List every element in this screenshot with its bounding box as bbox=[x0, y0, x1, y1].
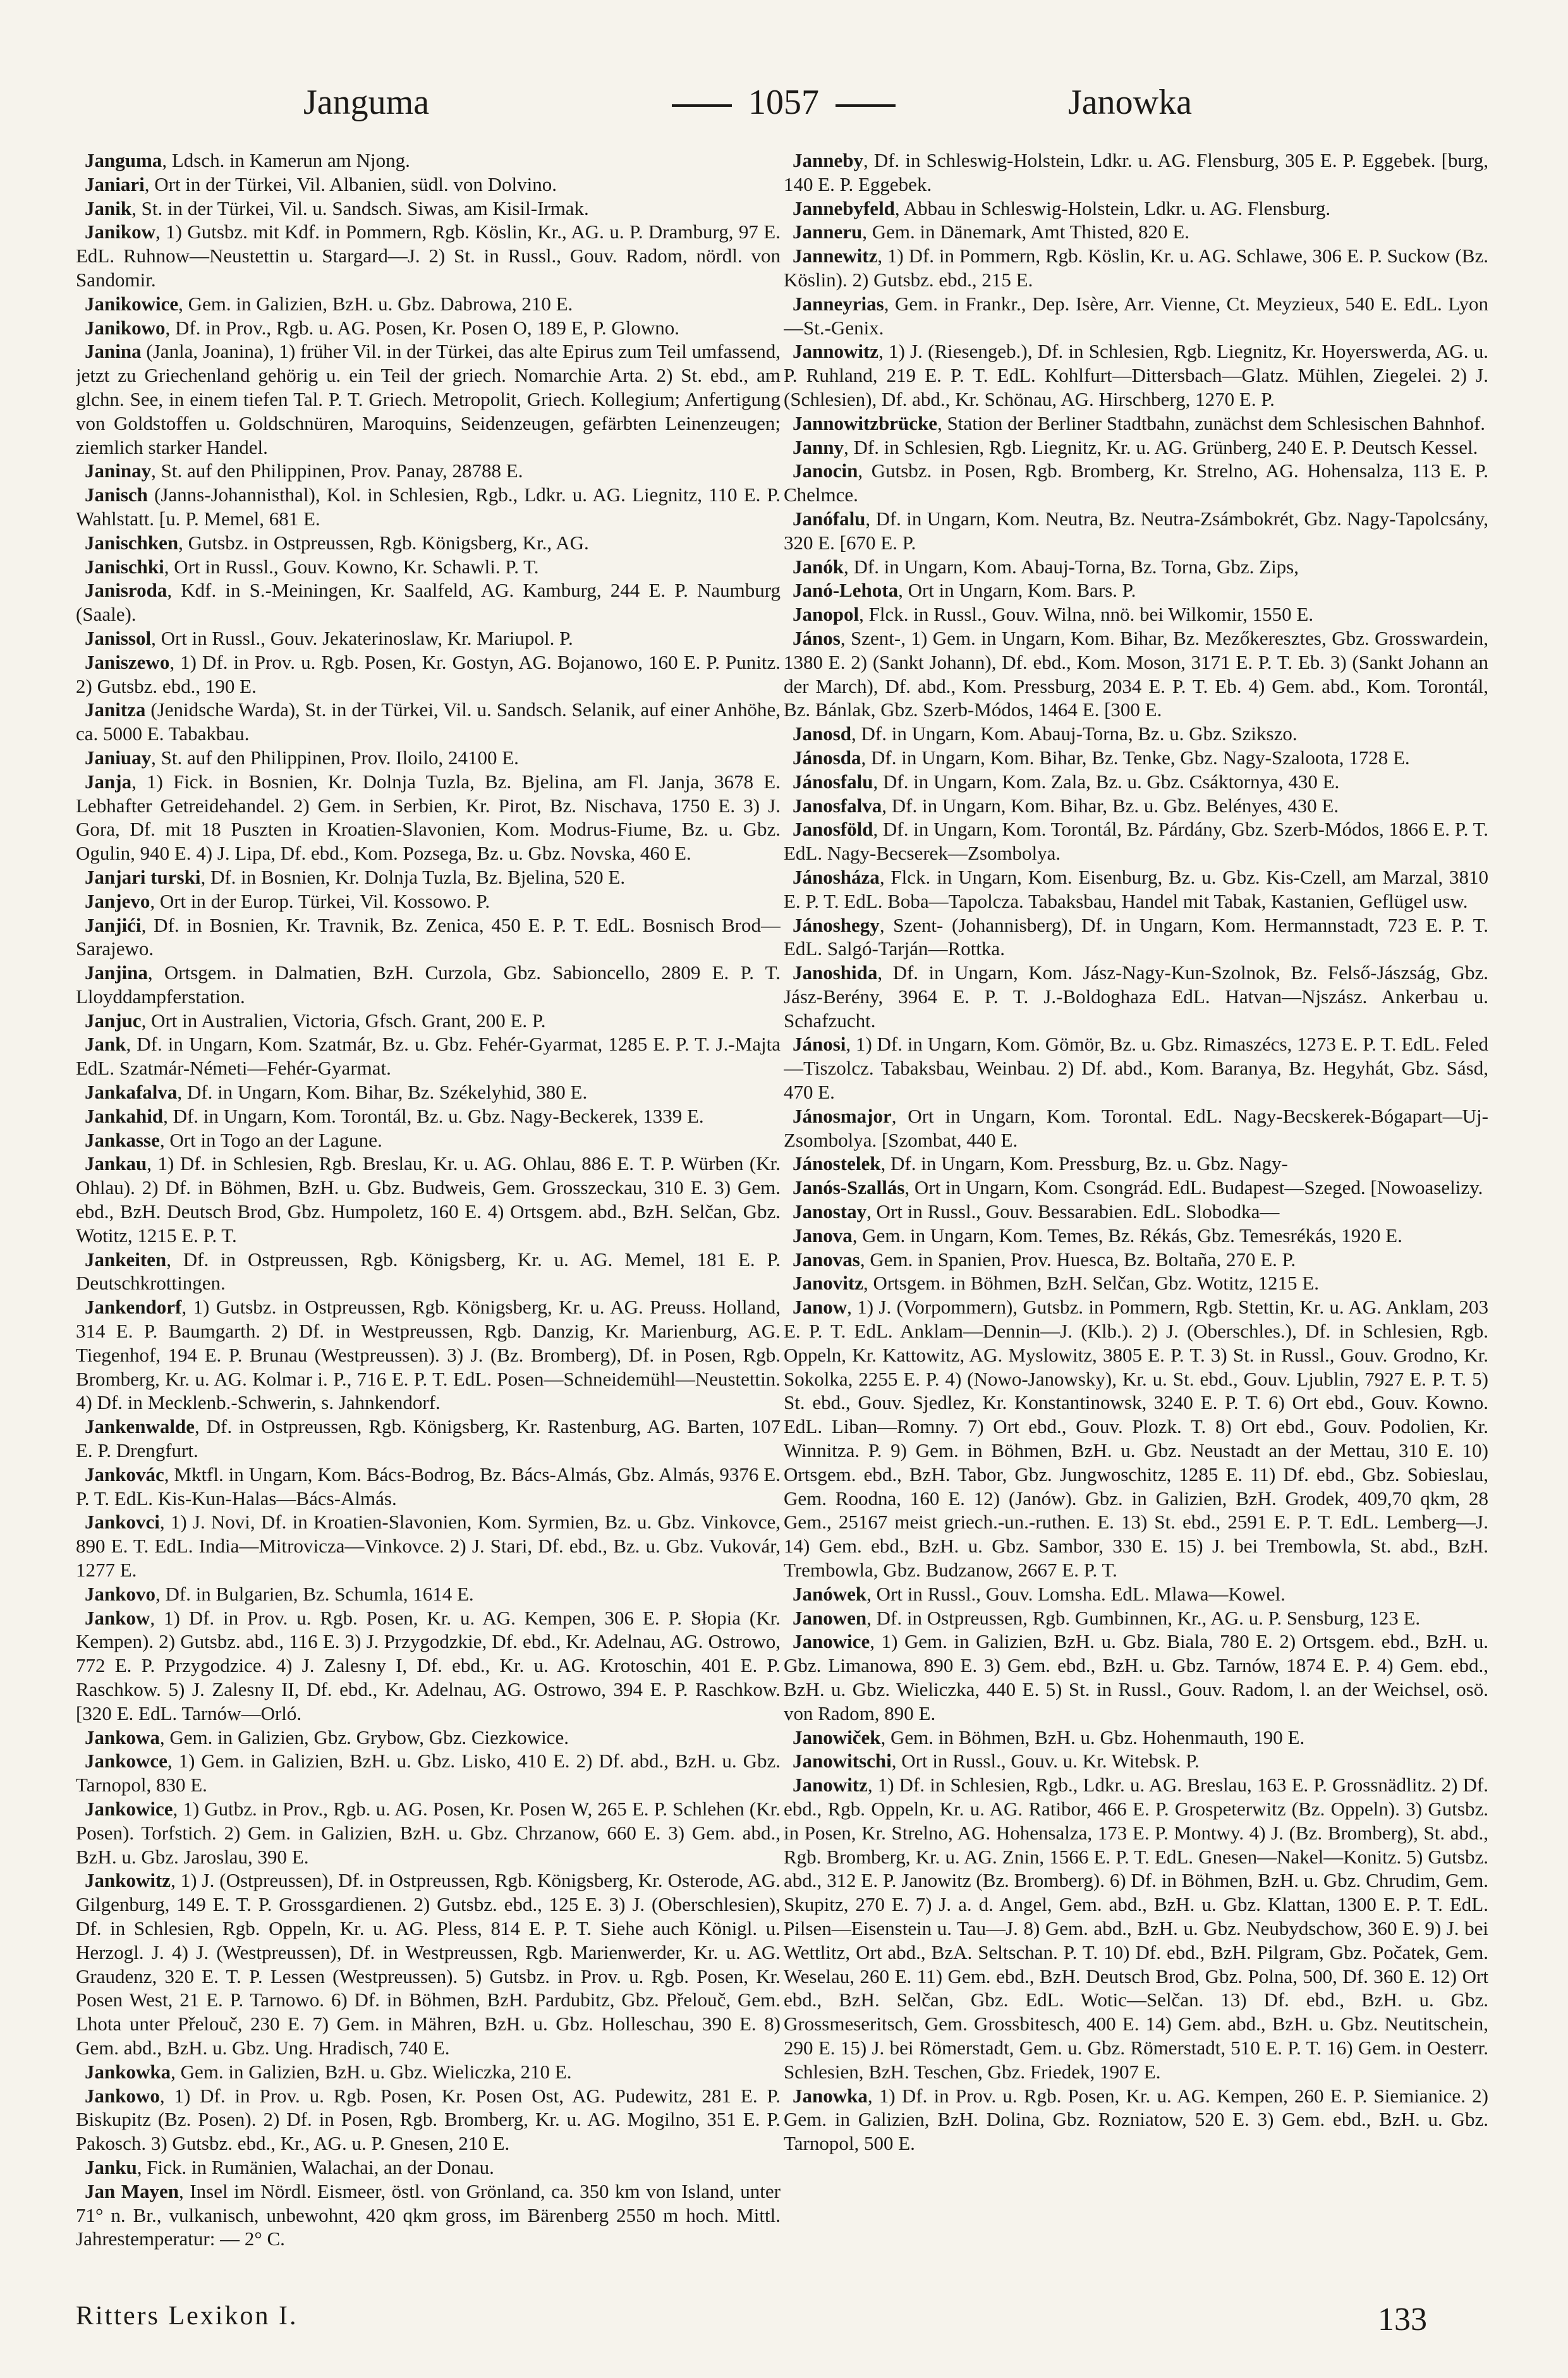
entry-text: , Gem. in Galizien, BzH. u. Gbz. Wieliczka, 210 E. bbox=[171, 2060, 572, 2083]
entry-text: , Gem. in Spanien, Prov. Huesca, Bz. Boltaña, 270 E. P. bbox=[860, 1248, 1296, 1271]
entry-keyword: Jánosfalu bbox=[793, 770, 873, 793]
dictionary-entry bbox=[784, 794, 1488, 818]
entry-text: , 1) Df. in Schlesien, Rgb., Ldkr. u. AG. Breslau, 163 E. P. Grossnädlitz. 2) Df. ebd., Rgb. Oppeln, Kr. u. AG. Ratibor, 466 E. P. Grospeterwitz (Bz. Oppeln). 3) Gutsbz. in Posen, Kr. Strelno, AG. Hohensalza, 173 E. P. Montwy. 4) J. (Bz. Bromberg), St. abd., Rgb. Bromberg, Kr. u. AG. Znin, 1566 E. P. T. EdL. Gnesen—Nakel—Konitz. 5) Gutsbz. abd., 312 E. P. Janowitz (Bz. Bromberg). 6) Df. in Böhmen, BzH. u. Gbz. Chrudim, Gem. Skupitz, 270 E. 7) J. a. d. Angel, Gem. abd., BzH. u. Gbz. Klattan, 1300 E. P. T. EdL. Pilsen—Eisenstein u. Tau—J. 8) Gem. abd., BzH. u. Gbz. Neubydschow, 360 E. 9) J. bei Wettlitz, Ort abd., BzA. Seltschan. P. T. 10) Df. ebd., BzH. Pilgram, Gbz. Počatek, Gem. Weselau, 260 E. 11) Gem. ebd., BzH. Deutsch Brod, Gbz. Polna, 500, Df. 360 E. 12) Ort ebd., BzH. Selčan, Gbz. EdL. Wotic—Selčan. 13) Df. ebd., BzH. u. Gbz. Grossmeseritsch, Gem. Grossbitesch, 400 E. 14) Gem. abd., BzH. u. Gbz. Neutitschein, 290 E. 15) J. bei Römerstadt, Gem. u. Gbz. Römerstadt, 510 E. P. T. 16) Gem. in Oesterr. Schlesien, BzH. Teschen, Gbz. Friedek, 1907 E. bbox=[784, 1774, 1488, 2083]
entry-keyword: Janjići bbox=[85, 913, 142, 936]
dictionary-entry bbox=[76, 1152, 781, 1247]
entry-text: , 1) Df. in Prov. u. Rgb. Posen, Kr. Posen Ost, AG. Pudewitz, 281 E. P. Biskupitz (Bz. Posen). 2) Df. in Posen, Rgb. Bromberg, Kr. u. AG. Mogilno, 351 E. P. Pakosch. 3) Gutsbz. ebd., Kr., AG. u. P. Gnesen, 210 E. bbox=[76, 2084, 781, 2155]
entry-text: (Janla, Joanina), 1) früher Vil. in der Türkei, das alte Epirus zum Teil umfassend, jetzt zu Griechenland gehörig u. ein Teil der griech. Nomarchie Arta. 2) St. ebd., am glchn. See, in einem tiefen Tal. P. T. Griech. Metropolit, Griech. Kollegium; Anfertigung von Goldstoffen u. Goldschnüren, Maroquins, Seidenzeugen, gefärbten Leinenzeugen; ziemlich starker Handel. bbox=[76, 340, 781, 458]
dictionary-entry bbox=[784, 746, 1488, 770]
header-first-keyword: Janguma bbox=[303, 83, 430, 122]
entry-keyword: Janovitz bbox=[793, 1272, 863, 1295]
entry-keyword: Janneyrias bbox=[793, 292, 884, 315]
entry-keyword: Janocin bbox=[793, 460, 858, 482]
dictionary-entry bbox=[76, 292, 781, 316]
entry-keyword: Jankau bbox=[85, 1152, 147, 1175]
entry-keyword: Janowice bbox=[793, 1630, 870, 1653]
dictionary-entry bbox=[784, 1606, 1488, 1630]
entry-keyword: Janowen bbox=[793, 1606, 867, 1629]
entry-text: , Szent- (Johannisberg), Df. in Ungarn, Kom. Hermannstadt, 723 E. P. T. EdL. Salgó-Tarján—Rottka. bbox=[784, 913, 1488, 960]
right-column bbox=[784, 149, 1488, 2253]
entry-text: , Fick. in Rumänien, Walachai, an der Donau. bbox=[137, 2155, 494, 2178]
dictionary-entry bbox=[76, 746, 781, 770]
dictionary-entry bbox=[76, 889, 781, 913]
entry-keyword: Janowiček bbox=[793, 1726, 881, 1748]
dictionary-entry bbox=[784, 1271, 1488, 1295]
entry-keyword: Janós-Szallás bbox=[793, 1176, 905, 1199]
dictionary-entry bbox=[784, 555, 1488, 579]
entry-keyword: Jánosda bbox=[793, 746, 861, 769]
dictionary-entry bbox=[76, 650, 781, 698]
dictionary-entry bbox=[784, 1726, 1488, 1750]
dictionary-entry bbox=[76, 1295, 781, 1415]
dictionary-entry bbox=[76, 2084, 781, 2155]
entry-text: , Ort in Australien, Victoria, Gfsch. Grant, 200 E. P. bbox=[141, 1009, 546, 1032]
entry-text: , 1) Df. in Pommern, Rgb. Köslin, Kr. u. AG. Schlawe, 306 E. P. Suckow (Bz. Köslin). 2) Gutsbz. ebd., 215 E. bbox=[784, 245, 1488, 291]
entry-keyword: Janina bbox=[85, 340, 142, 363]
entry-keyword: Janiuay bbox=[85, 746, 152, 769]
entry-text: , Df. in Bulgarien, Bz. Schumla, 1614 E. bbox=[155, 1582, 474, 1605]
dictionary-entry bbox=[76, 2180, 781, 2251]
entry-keyword: Jan Mayen bbox=[85, 2180, 179, 2202]
dictionary-entry bbox=[76, 578, 781, 626]
entry-text: , Df. in Prov., Rgb. u. AG. Posen, Kr. Posen O, 189 E, P. Glowno. bbox=[165, 316, 679, 339]
left-column bbox=[76, 149, 781, 2253]
entry-keyword: Janinay bbox=[85, 460, 152, 482]
entry-keyword: Janischken bbox=[85, 531, 179, 554]
entry-keyword: Jankow bbox=[85, 1606, 150, 1629]
dictionary-entry bbox=[76, 2060, 781, 2084]
dictionary-entry bbox=[784, 722, 1488, 746]
entry-text: , Ort in Russl., Gouv. u. Kr. Witebsk. P. bbox=[891, 1750, 1200, 1772]
dictionary-entry bbox=[784, 507, 1488, 555]
entry-text: , 1) Fick. in Bosnien, Kr. Dolnja Tuzla, Bz. Bjelina, am Fl. Janja, 3678 E. Lebhafter Getreidehandel. 2) Gem. in Serbien, Kr. Pirot, Bz. Nischava, 1750 E. 3) J. Gora, Df. mit 18 Puszten in Kroatien-Slavonien, Kom. Modrus-Fiume, Bz. u. Gbz. Ogulin, 940 E. 4) J. Lipa, Df. ebd., Kom. Pozsega, Bz. u. Gbz. Novska, 460 E. bbox=[76, 770, 781, 865]
dictionary-entry bbox=[76, 316, 781, 340]
dictionary-entry bbox=[76, 626, 781, 650]
entry-keyword: Janja bbox=[85, 770, 132, 793]
dictionary-entry bbox=[76, 1582, 781, 1606]
dictionary-entry bbox=[76, 173, 781, 197]
header-rule-right bbox=[836, 104, 896, 107]
entry-keyword: Janosföld bbox=[793, 818, 873, 841]
entry-keyword: Janjevo bbox=[85, 889, 150, 912]
entry-text: , 1) Df. in Ungarn, Kom. Gömör, Bz. u. Gbz. Rimaszécs, 1273 E. P. T. EdL. Feled—Tiszolcz. Tabaksbau, Weinbau. 2) Df. abd., Kom. Baranya, Bz. Hegyhát, Gbz. Sásd, 470 E. bbox=[784, 1033, 1488, 1104]
entry-text: , Ort in Ungarn, Kom. Bars. P. bbox=[898, 579, 1136, 602]
entry-text: , Df. in Ungarn, Kom. Bihar, Bz. u. Gbz. Belényes, 430 E. bbox=[882, 794, 1339, 817]
entry-text: , Ort in Russl., Gouv. Kowno, Kr. Schawli. P. T. bbox=[164, 555, 539, 578]
entry-keyword: Janowitschi bbox=[793, 1750, 892, 1772]
entry-text: , Insel im Nördl. Eismeer, östl. von Grönland, ca. 350 km von Island, unter 71° n. Br., vulkanisch, unbewohnt, 420 qkm gross, im Bärenberg 2550 m hoch. Mittl. Jahrestemperatur: — 2° C. bbox=[76, 2180, 781, 2250]
entry-keyword: Jankovo bbox=[85, 1582, 155, 1605]
entry-keyword: Jankahid bbox=[85, 1104, 164, 1127]
dictionary-entry bbox=[76, 1128, 781, 1152]
entry-text: , Df. in Bosnien, Kr. Dolnja Tuzla, Bz. Bjelina, 520 E. bbox=[200, 865, 626, 888]
entry-text: , Df. in Ungarn, Kom. Torontál, Bz. Párdány, Gbz. Szerb-Módos, 1866 E. P. T. EdL. Nagy-Becserek—Zsombolya. bbox=[784, 818, 1488, 865]
entry-keyword: Janikow bbox=[85, 221, 155, 243]
entry-text: , 1) Df. in Schlesien, Rgb. Breslau, Kr. u. AG. Ohlau, 886 E. T. P. Würben (Kr. Ohlau). 2) Df. in Böhmen, BzH. u. Gbz. Budweis, Gem. Grosszeckau, 310 E. 3) Gem. ebd., BzH. Deutsch Brod, Gbz. Humpoletz, 160 E. 4) Ortsgem. abd., BzH. Selčan, Gbz. Wotitz, 1215 E. P. T. bbox=[76, 1152, 781, 1247]
entry-keyword: Janjuc bbox=[85, 1009, 142, 1032]
dictionary-entry bbox=[784, 1248, 1488, 1272]
entry-keyword: Janikowo bbox=[85, 316, 166, 339]
entry-text: , Gem. in Böhmen, BzH. u. Gbz. Hohenmauth, 190 E. bbox=[880, 1726, 1305, 1748]
dictionary-entry bbox=[76, 1510, 781, 1582]
dictionary-entry bbox=[76, 1726, 781, 1750]
page-number: 1057 bbox=[748, 83, 819, 122]
entry-keyword: Janostay bbox=[793, 1200, 867, 1223]
dictionary-entry bbox=[784, 459, 1488, 507]
entry-text: , Df. in Ungarn, Kom. Bihar, Bz. Székelyhid, 380 E. bbox=[177, 1081, 588, 1104]
header-rule-left bbox=[672, 104, 732, 107]
entry-text: , 1) Gem. in Galizien, BzH. u. Gbz. Biala, 780 E. 2) Ortsgem. ebd., BzH. u. Gbz. Limanowa, 890 E. 3) Gem. ebd., BzH. u. Gbz. Tarnów, 1874 E. P. 4) Gem. ebd., BzH. u. Gbz. Wieliczka, 440 E. 5) St. in Russl., Gouv. Radom, l. an der Weichsel, osö. von Radom, 890 E. bbox=[784, 1630, 1488, 1724]
dictionary-entry bbox=[784, 865, 1488, 913]
entry-keyword: Janitza bbox=[85, 698, 146, 721]
entry-text: , Ort in der Europ. Türkei, Vil. Kossowo. P. bbox=[150, 889, 490, 912]
entry-keyword: Jankowo bbox=[85, 2084, 160, 2107]
entry-text: , Ort in der Türkei, Vil. Albanien, südl. von Dolvino. bbox=[144, 173, 557, 195]
entry-text: , Gutsbz. in Posen, Rgb. Bromberg, Kr. Strelno, AG. Hohensalza, 113 E. P. Chelmce. bbox=[784, 460, 1488, 506]
dictionary-entry bbox=[76, 1463, 781, 1511]
entry-keyword: Jankowka bbox=[85, 2060, 171, 2083]
entry-keyword: János bbox=[793, 626, 841, 649]
entry-keyword: Jankowitz bbox=[85, 1869, 171, 1892]
entry-text: , St. auf den Philippinen, Prov. Panay, 28788 E. bbox=[151, 460, 523, 482]
dictionary-entry bbox=[784, 339, 1488, 411]
entry-text: , 1) Gem. in Galizien, BzH. u. Gbz. Lisko, 410 E. 2) Df. abd., BzH. u. Gbz. Tarnopol, 830 E. bbox=[76, 1750, 781, 1796]
dictionary-entry bbox=[76, 1009, 781, 1033]
dictionary-entry bbox=[76, 698, 781, 746]
dictionary-entry bbox=[76, 1749, 781, 1797]
entry-text: , Df. in Ungarn, Kom. Jász-Nagy-Kun-Szolnok, Bz. Felső-Jászság, Gbz. Jász-Berény, 3964 E. P. T. J.-Boldoghaza EdL. Hatvan—Njszász. Ankerbau u. Schafzucht. bbox=[784, 961, 1488, 1032]
dictionary-entry bbox=[784, 1176, 1488, 1200]
entry-text: , 1) J. (Riesengeb.), Df. in Schlesien, Rgb. Liegnitz, Kr. Hoyerswerda, AG. u. P. Ruhland, 219 E. P. T. EdL. Kohlfurt—Dittersbach—Glatz. Mühlen, Ziegelei. 2) J. (Schlesien), Df. abd., Kr. Schönau, AG. Hirschberg, 1270 E. P. bbox=[784, 340, 1488, 410]
entry-text: , Szent-, 1) Gem. in Ungarn, Kom. Bihar, Bz. Mezőkeresztes, Gbz. Grosswardein, 1380 E. 2) (Sankt Johann), Df. ebd., Kom. Moson, 3171 E. P. T. Eb. 3) (Sankt Johann an der March), Df. abd., Kom. Pressburg, 2034 E. P. T. Eb. 4) Gem. abd., Kom. Torontál, Bz. Bánlak, Gbz. Szerb-Módos, 1464 E. [300 E. bbox=[784, 626, 1488, 721]
dictionary-entry bbox=[76, 1797, 781, 1869]
dictionary-entry bbox=[784, 602, 1488, 626]
entry-text: , 1) Gutsbz. mit Kdf. in Pommern, Rgb. Köslin, Kr., AG. u. P. Dramburg, 97 E. EdL. Ruhnow—Neustettin u. Stargard—J. 2) St. in Russl., Gouv. Radom, nördl. von Sandomir. bbox=[76, 221, 781, 291]
page-header bbox=[0, 82, 1568, 139]
entry-text: , 1) Df. in Prov. u. Rgb. Posen, Kr. Gostyn, AG. Bojanowo, 160 E. P. Punitz. 2) Gutsbz. ebd., 190 E. bbox=[76, 650, 781, 697]
dictionary-entry bbox=[784, 913, 1488, 961]
entry-keyword: Janovas bbox=[793, 1248, 860, 1271]
entry-text: , Ort in Ungarn, Kom. Csongrád. EdL. Budapest—Szeged. [Nowoaselizy. bbox=[904, 1176, 1483, 1199]
entry-keyword: Jankowice bbox=[85, 1797, 173, 1820]
entry-keyword: Jánosmajor bbox=[793, 1104, 892, 1127]
entry-keyword: Jannebyfeld bbox=[793, 197, 895, 219]
entry-keyword: Jánoshegy bbox=[793, 913, 880, 936]
entry-text: , Gem. in Ungarn, Kom. Temes, Bz. Rékás, Gbz. Temesrékás, 1920 E. bbox=[852, 1224, 1402, 1247]
dictionary-entry bbox=[76, 1032, 781, 1080]
entry-text: , Ort in Russl., Gouv. Jekaterinoslaw, Kr. Mariupol. P. bbox=[151, 626, 573, 649]
dictionary-entry bbox=[784, 149, 1488, 197]
entry-text: , 1) Gutsbz. in Ostpreussen, Rgb. Königsberg, Kr. u. AG. Preuss. Holland, 314 E. P. Baumgarth. 2) Df. in Westpreussen, Rgb. Danzig, Kr. Marienburg, AG. Tiegenhof, 194 E. P. Brunau (Westpreussen). 3) J. (Bz. Bromberg), Df. in Posen, Rgb. Bromberg, Kr. u. AG. Kolmar i. P., 716 E. P. T. EdL. Posen—Schneidemühl—Neustettin. 4) Df. in Mecklenb.-Schwerin, s. Jahnkendorf. bbox=[76, 1296, 781, 1414]
dictionary-entry bbox=[76, 913, 781, 961]
dictionary-entry bbox=[76, 483, 781, 531]
entry-keyword: Janny bbox=[793, 436, 844, 458]
entry-text: , Ort in Ungarn, Kom. Torontal. EdL. Nagy-Becskerek-Bógapart—Uj-Zsombolya. [Szombat, 440 E. bbox=[784, 1104, 1488, 1151]
entry-text: , Df. in Ostpreussen, Rgb. Königsberg, Kr. u. AG. Memel, 181 E. P. Deutschkrottingen. bbox=[76, 1248, 781, 1295]
entry-keyword: Janowka bbox=[793, 2084, 868, 2107]
entry-text: , Df. in Ungarn, Kom. Szatmár, Bz. u. Gbz. Fehér-Gyarmat, 1285 E. P. T. J.-Majta EdL. Szatmár-Németi—Fehér-Gyarmat. bbox=[76, 1033, 781, 1080]
dictionary-entry bbox=[784, 220, 1488, 244]
entry-keyword: Jankovci bbox=[85, 1511, 160, 1534]
entry-text: , Ortsgem. in Böhmen, BzH. Selčan, Gbz. Wotitz, 1215 E. bbox=[863, 1272, 1319, 1295]
dictionary-entry bbox=[784, 1032, 1488, 1104]
entry-text: , Df. in Ungarn, Kom. Torontál, Bz. u. Gbz. Nagy-Beckerek, 1339 E. bbox=[163, 1104, 704, 1127]
footer-signature-number: 133 bbox=[1378, 2302, 1427, 2338]
entry-keyword: Janik bbox=[85, 197, 132, 219]
entry-text: , 1) Df. in Prov. u. Rgb. Posen, Kr. u. AG. Kempen, 306 E. P. Słopia (Kr. Kempen). 2) Gutsbz. abd., 116 E. 3) J. Przygodzkie, Df. ebd., Kr. Adelnau, AG. Ostrowo, 772 E. P. Przygodzice. 4) J. Zalesny I, Df. ebd., Kr. u. AG. Krotoschin, 401 E. P. Raschkow. 5) J. Zalesny II, Df. ebd., Kr. Adelnau, AG. Ostrowo, 394 E. P. Raschkow. [320 E. EdL. Tarnów—Orló. bbox=[76, 1606, 781, 1724]
entry-keyword: Janikowice bbox=[85, 292, 179, 315]
entry-keyword: Janoshida bbox=[793, 961, 878, 984]
entry-text: , Ort in Russl., Gouv. Lomsha. EdL. Mlawa—Kowel. bbox=[866, 1582, 1285, 1605]
dictionary-entry bbox=[784, 412, 1488, 436]
dictionary-entry bbox=[76, 1080, 781, 1104]
entry-text: (Jenidsche Warda), St. in der Türkei, Vil. u. Sandsch. Selanik, auf einer Anhöhe, ca. 5000 E. Tabakbau. bbox=[76, 698, 781, 745]
entry-keyword: Janosfalva bbox=[793, 794, 882, 817]
entry-text: , Gutsbz. in Ostpreussen, Rgb. Königsberg, Kr., AG. bbox=[178, 531, 589, 554]
footer-publisher: Ritters Lexikon I. bbox=[76, 2302, 298, 2331]
dictionary-entry bbox=[76, 961, 781, 1009]
entry-keyword: Jánosi bbox=[793, 1033, 846, 1056]
header-last-keyword: Janowka bbox=[1068, 83, 1192, 122]
dictionary-entry bbox=[784, 1152, 1488, 1176]
entry-keyword: Jank bbox=[85, 1033, 126, 1056]
dictionary-entry bbox=[784, 292, 1488, 340]
entry-text: , Df. in Ostpreussen, Rgb. Königsberg, Kr. Rastenburg, AG. Barten, 107 E. P. Drengfurt. bbox=[76, 1415, 781, 1462]
entry-keyword: Jannewitz bbox=[793, 245, 878, 267]
dictionary-entry bbox=[76, 220, 781, 291]
entry-text: , Flck. in Russl., Gouv. Wilna, nnö. bei Wilkomir, 1550 E. bbox=[859, 603, 1314, 626]
entry-text: , 1) Gutbz. in Prov., Rgb. u. AG. Posen, Kr. Posen W, 265 E. P. Schlehen (Kr. Posen). Torfstich. 2) Gem. in Galizien, BzH. u. Gbz. Chrzanow, 660 E. 3) Gem. abd., BzH. u. Gbz. Jaroslau, 390 E. bbox=[76, 1797, 781, 1868]
dictionary-entry bbox=[784, 197, 1488, 221]
entry-text: , Df. in Ungarn, Kom. Neutra, Bz. Neutra-Zsámbokrét, Gbz. Nagy-Tapolcsány, 320 E. [670 E. P. bbox=[784, 507, 1488, 554]
entry-text: , Ort in Togo an der Lagune. bbox=[159, 1128, 382, 1151]
dictionary-entry bbox=[784, 1582, 1488, 1606]
entry-text: , Mktfl. in Ungarn, Kom. Bács-Bodrog, Bz. Bács-Almás, Gbz. Almás, 9376 E. P. T. EdL. Kis-Kun-Halas—Bács-Almás. bbox=[76, 1463, 781, 1509]
dictionary-entry bbox=[76, 770, 781, 865]
entry-text: , Df. in Ungarn, Kom. Pressburg, Bz. u. Gbz. Nagy- bbox=[880, 1152, 1288, 1175]
dictionary-entry bbox=[76, 339, 781, 459]
entry-keyword: Janók bbox=[793, 555, 844, 578]
entry-keyword: Janiszewo bbox=[85, 650, 170, 673]
dictionary-entry bbox=[784, 817, 1488, 865]
entry-text: , Gem. in Galizien, Gbz. Grybow, Gbz. Ciezkowice. bbox=[159, 1726, 569, 1748]
entry-keyword: Janiari bbox=[85, 173, 145, 195]
header-page-number-block bbox=[626, 82, 942, 123]
entry-keyword: Janova bbox=[793, 1224, 853, 1247]
entry-keyword: Janischki bbox=[85, 555, 164, 578]
dictionary-entry bbox=[76, 1606, 781, 1726]
dictionary-entry bbox=[784, 578, 1488, 602]
entry-keyword: Jankovác bbox=[85, 1463, 164, 1485]
dictionary-entry bbox=[784, 1200, 1488, 1224]
entry-keyword: Janopol bbox=[793, 603, 860, 626]
entry-keyword: Janneru bbox=[793, 221, 863, 243]
dictionary-entry bbox=[76, 197, 781, 221]
dictionary-entry bbox=[784, 1295, 1488, 1582]
entry-keyword: Jankeiten bbox=[85, 1248, 167, 1271]
dictionary-entry bbox=[784, 2084, 1488, 2155]
entry-keyword: Janosd bbox=[793, 723, 852, 745]
entry-text: , Ort in Russl., Gouv. Bessarabien. EdL. Slobodka— bbox=[866, 1200, 1280, 1223]
entry-keyword: Janówek bbox=[793, 1582, 867, 1605]
entry-text: , Df. in Ungarn, Kom. Abauj-Torna, Bz. u. Gbz. Szikszo. bbox=[851, 723, 1298, 745]
entry-text: , 1) J. (Ostpreussen), Df. in Ostpreussen, Rgb. Königsberg, Kr. Osterode, AG. Gilgenburg, 149 E. T. P. Grossgardienen. 2) Gutsbz. ebd., 125 E. 3) J. (Oberschlesien), Df. in Schlesien, Rgb. Oppeln, Kr. u. AG. Pless, 814 E. P. T. Siehe auch Königl. u. Herzogl. J. 4) J. (Westpreussen), Df. in Westpreussen, Rgb. Marienwerder, Kr. u. AG. Graudenz, 320 E. T. P. Lessen (Westpreussen). 5) Gutsbz. in Prov. u. Rgb. Posen, Kr. Posen West, 21 E. P. Tarnowo. 6) Df. in Böhmen, BzH. Pardubitz, Gbz. Přelouč, Gem. Lhota unter Přelouč, 230 E. 7) Gem. in Mähren, BzH. u. Gbz. Holleschau, 390 E. 8) Gem. abd., BzH. u. Gbz. Ung. Hradisch, 740 E. bbox=[76, 1869, 781, 2059]
dictionary-entry bbox=[784, 1224, 1488, 1248]
entry-text: , Station der Berliner Stadtbahn, zunächst dem Schlesischen Bahnhof. bbox=[937, 412, 1486, 434]
entry-keyword: Jankafalva bbox=[85, 1081, 178, 1104]
entry-text: , Abbau in Schleswig-Holstein, Ldkr. u. AG. Flensburg. bbox=[894, 197, 1331, 219]
dictionary-entry bbox=[76, 555, 781, 579]
entry-keyword: Jankowa bbox=[85, 1726, 160, 1748]
entry-keyword: Janjina bbox=[85, 961, 148, 984]
entry-text: , 1) Df. in Prov. u. Rgb. Posen, Kr. u. AG. Kempen, 260 E. P. Siemianice. 2) Gem. in Galizien, BzH. Dolina, Gbz. Rozniatow, 520 E. 3) Gem. ebd., BzH. u. Gbz. Tarnopol, 500 E. bbox=[784, 2084, 1488, 2155]
entry-keyword: Jannowitzbrücke bbox=[793, 412, 938, 434]
entry-keyword: Janneby bbox=[793, 149, 863, 171]
dictionary-entry bbox=[76, 1869, 781, 2059]
dictionary-entry bbox=[784, 244, 1488, 292]
entry-keyword: Janowitz bbox=[793, 1774, 868, 1796]
entry-keyword: Janow bbox=[793, 1296, 848, 1319]
entry-keyword: Janisroda bbox=[85, 579, 167, 602]
entry-keyword: Janófalu bbox=[793, 507, 866, 530]
entry-text: , Df. in Ungarn, Kom. Abauj-Torna, Bz. Torna, Gbz. Zips, bbox=[843, 555, 1299, 578]
entry-text: , 1) J. (Vorpommern), Gutsbz. in Pommern, Rgb. Stettin, Kr. u. AG. Anklam, 203 E. P. T. EdL. Anklam—Dennin—J. (Klb.). 2) J. (Oberschles.), Df. in Schlesien, Rgb. Oppeln, Kr. Kattowitz, AG. Myslowitz, 3805 E. P. T. 3) St. in Russl., Gouv. Grodno, Kr. Sokolka, 2255 E. P. 4) (Nowo-Janowsky), Kr. u. St. ebd., Gouv. Ljublin, 7927 E. P. T. 5) St. ebd., Gouv. Sjedlez, Kr. Konstantinowsk, 3240 E. P. T. 6) Ort ebd., Gouv. Kowno. EdL. Liban—Romny. 7) Ort ebd., Gouv. Plozk. T. 8) Ort ebd., Gouv. Podolien, Kr. Winnitza. P. 9) Gem. in Böhmen, BzH. u. Gbz. Neustadt an der Mettau, 310 E. 10) Ortsgem. ebd., BzH. Tabor, Gbz. Jungwoschitz, 1285 E. 11) Df. ebd., Gbz. Sobieslau, Gem. Roodna, 160 E. 12) (Janów). Gbz. in Galizien, BzH. Grodek, 409,70 qkm, 28 Gem., 25167 meist griech.-un.-ruthen. E. 13) St. ebd., 2591 E. P. T. EdL. Lemberg—J. 14) Gem. ebd., BzH. u. Gbz. Sambor, 330 E. 15) J. bei Trembowla, St. abd., BzH. Trembowla, Gbz. Budzanow, 2667 E. P. T. bbox=[784, 1296, 1488, 1582]
dictionary-entry bbox=[784, 626, 1488, 722]
entry-text: , Df. in Schlesien, Rgb. Liegnitz, Kr. u. AG. Grünberg, 240 E. P. Deutsch Kessel. bbox=[843, 436, 1478, 458]
entry-keyword: Jankenwalde bbox=[85, 1415, 195, 1438]
dictionary-entry bbox=[784, 436, 1488, 460]
dictionary-entry bbox=[76, 1248, 781, 1296]
entry-keyword: Janó-Lehota bbox=[793, 579, 899, 602]
page-footer bbox=[0, 2301, 1568, 2345]
entry-keyword: Jankowce bbox=[85, 1750, 167, 1772]
entry-text: , Df. in Ungarn, Kom. Bihar, Bz. Tenke, Gbz. Nagy-Szaloota, 1728 E. bbox=[861, 746, 1410, 769]
entry-text: , Gem. in Frankr., Dep. Isère, Arr. Vienne, Ct. Meyzieux, 540 E. EdL. Lyon—St.-Genix. bbox=[784, 292, 1488, 339]
entry-keyword: Janisch bbox=[85, 484, 148, 506]
dictionary-entry bbox=[76, 865, 781, 889]
entry-text: , Gem. in Galizien, BzH. u. Gbz. Dabrowa, 210 E. bbox=[178, 292, 573, 315]
entry-text: , Flck. in Ungarn, Kom. Eisenburg, Bz. u. Gbz. Kis-Czell, am Marzal, 3810 E. P. T. EdL. Boba—Tapolcza. Tabaksbau, Handel mit Tabak, Kastanien, Geflügel usw. bbox=[784, 865, 1488, 912]
entry-keyword: Janissol bbox=[85, 626, 152, 649]
entry-keyword: Jánostelek bbox=[793, 1152, 881, 1175]
dictionary-entry bbox=[76, 531, 781, 555]
dictionary-entry bbox=[784, 1630, 1488, 1725]
dictionary-entry bbox=[784, 1773, 1488, 2083]
entry-text: , Ortsgem. in Dalmatien, BzH. Curzola, Gbz. Sabioncello, 2809 E. P. T. Lloyddampferstation. bbox=[76, 961, 781, 1008]
entry-text: , Ldsch. in Kamerun am Njong. bbox=[162, 149, 410, 171]
dictionary-entry bbox=[76, 1415, 781, 1463]
entry-keyword: Jankasse bbox=[85, 1128, 160, 1151]
entry-text: , Kdf. in S.-Meiningen, Kr. Saalfeld, AG. Kamburg, 244 E. P. Naumburg (Saale). bbox=[76, 579, 781, 626]
dictionary-entry bbox=[76, 459, 781, 483]
dictionary-entry bbox=[76, 1104, 781, 1128]
entry-text: , Df. in Schleswig-Holstein, Ldkr. u. AG. Flensburg, 305 E. P. Eggebek. [burg, 140 E. P. Eggebek. bbox=[784, 149, 1488, 195]
entry-keyword: Jannowitz bbox=[793, 340, 879, 363]
entry-text: , Gem. in Dänemark, Amt Thisted, 820 E. bbox=[862, 221, 1189, 243]
entry-keyword: Jánosháza bbox=[793, 865, 880, 888]
entry-text: , Df. in Bosnien, Kr. Travnik, Bz. Zenica, 450 E. P. T. EdL. Bosnisch Brod—Sarajewo. bbox=[76, 913, 781, 960]
entry-keyword: Janku bbox=[85, 2155, 137, 2178]
dictionary-entry bbox=[784, 1104, 1488, 1152]
entry-text: , Df. in Ostpreussen, Rgb. Gumbinnen, Kr., AG. u. P. Sensburg, 123 E. bbox=[866, 1606, 1421, 1629]
dictionary-entry bbox=[76, 149, 781, 173]
dictionary-entry bbox=[784, 770, 1488, 794]
entry-keyword: Janjari turski bbox=[85, 865, 201, 888]
entry-keyword: Jankendorf bbox=[85, 1296, 182, 1319]
dictionary-entry bbox=[76, 2155, 781, 2180]
entry-text: , 1) J. Novi, Df. in Kroatien-Slavonien, Kom. Syrmien, Bz. u. Gbz. Vinkovce, 890 E. T. EdL. India—Mitrovicza—Vinkovce. 2) J. Stari, Df. ebd., Bz. u. Gbz. Vukovár, 1277 E. bbox=[76, 1511, 781, 1582]
dictionary-entry bbox=[784, 1749, 1488, 1773]
entry-keyword: Janguma bbox=[85, 149, 162, 171]
entry-text: , St. in der Türkei, Vil. u. Sandsch. Siwas, am Kisil-Irmak. bbox=[131, 197, 589, 219]
entry-text: (Janns-Johannisthal), Kol. in Schlesien, Rgb., Ldkr. u. AG. Liegnitz, 110 E. P. Wahlstatt. [u. P. Memel, 681 E. bbox=[76, 484, 781, 530]
dictionary-entry bbox=[784, 961, 1488, 1032]
entry-text: , St. auf den Philippinen, Prov. Iloilo, 24100 E. bbox=[151, 746, 519, 769]
entry-text: , Df. in Ungarn, Kom. Zala, Bz. u. Gbz. Csáktornya, 430 E. bbox=[873, 770, 1340, 793]
